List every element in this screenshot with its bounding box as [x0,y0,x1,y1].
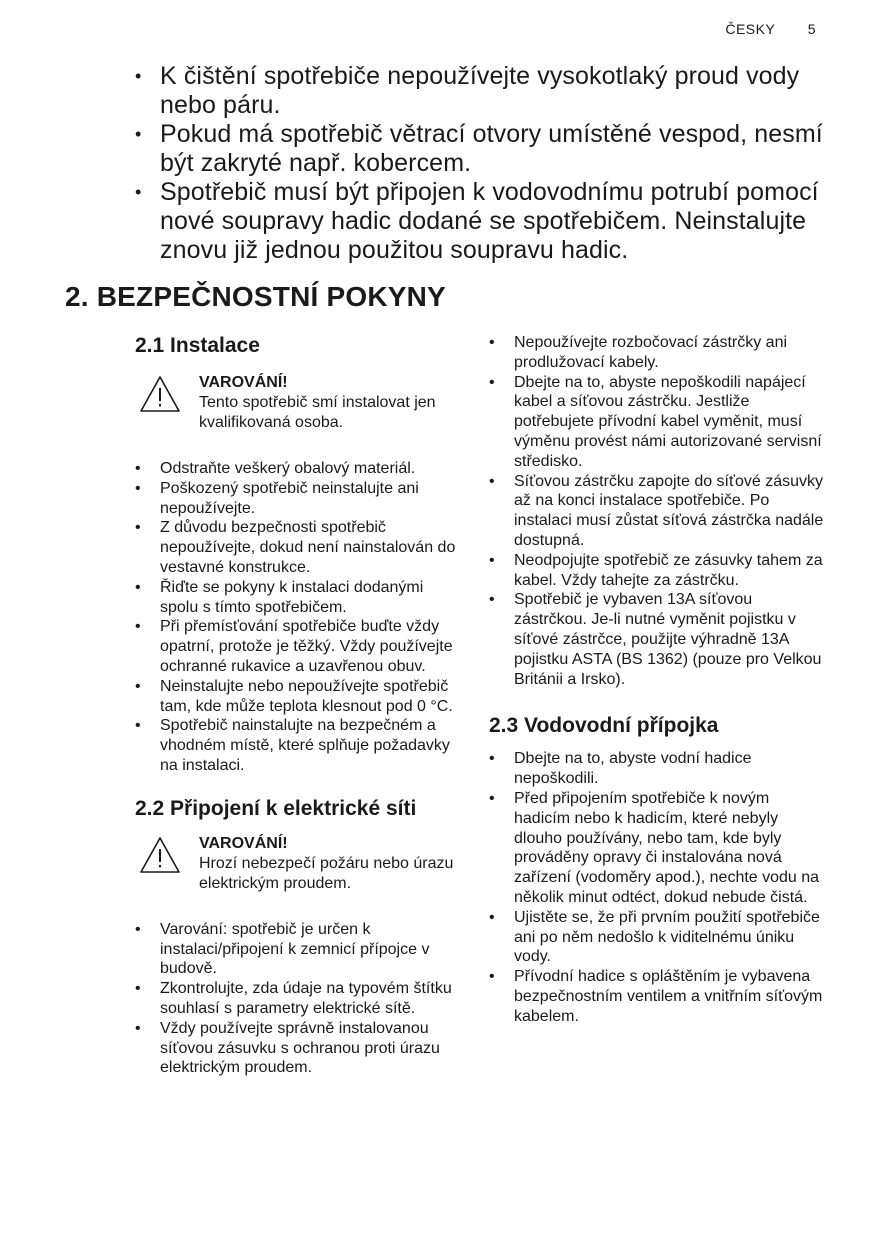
warning-text: Tento spotřebič smí instalovat jen kvalifikovaná osoba. [199,394,436,431]
page-number: 5 [807,21,816,37]
warning-triangle-icon [139,375,181,413]
list-item: • Spotřebič je vybaven 13A síťovou zástrčkou. Je-li nutné vyměnit pojistku v síťové zástrčce, použijte výhradně 13A pojistku ASTA (BS 1362) (pouze pro Velkou Británii a Irsko). [489,590,824,689]
list-item: • K čištění spotřebiče nepoužívejte vysokotlaký proud vody nebo páru. [135,62,835,120]
installation-bullet-list [135,459,465,776]
list-item: • Odstraňte veškerý obalový materiál. [135,459,465,479]
electrical-title: 2.2 Připojení k elektrické síti [135,796,417,820]
list-item: • Neinstalujte nebo nepoužívejte spotřebič tam, kde může teplota klesnout pod 0 °C. [135,677,465,717]
list-item: • Zkontrolujte, zda údaje na typovém štítku souhlasí s parametry elektrické sítě. [135,979,465,1019]
list-item: • Z důvodu bezpečnosti spotřebič nepoužívejte, dokud není nainstalován do vestavné konstrukce. [135,518,465,577]
list-item: • Při přemísťování spotřebiče buďte vždy opatrní, protože je těžký. Vždy používejte ochranné rukavice a uzavřenou obuv. [135,617,465,676]
warning-heading: VAROVÁNÍ! [199,374,288,391]
list-item: • Neodpojujte spotřebič ze zásuvky tahem za kabel. Vždy tahejte za zástrčku. [489,551,824,591]
electrical-bullet-list [135,920,465,1078]
list-item: • Spotřebič nainstalujte na bezpečném a vhodném místě, které splňuje požadavky na instalaci. [135,716,465,775]
list-item: • Varování: spotřebič je určen k instalaci/připojení k zemnicí přípojce v budově. [135,920,465,979]
installation-title: 2.1 Instalace [135,334,260,357]
list-item: • Dbejte na to, abyste nepoškodili napájecí kabel a síťovou zástrčku. Jestliže potřebujete přívodní kabel vyměnit, musí výměnu provést námi autorizované servisní středisko. [489,373,824,472]
list-item: • Před připojením spotřebiče k novým hadicím nebo k hadicím, které nebyly dlouho používány, nebo tam, kde byly prováděny opravy či instalována nová zařízení (vodoměry apod.), nechte vodu na několik minut odtéct, dokud nebude čistá. [489,789,824,908]
language-label: ČESKY [725,21,776,37]
warning-triangle-icon [139,836,181,874]
page-header [725,21,816,37]
list-item: • Ujistěte se, že při prvním použití spotřebiče ani po něm nedošlo k viditelnému úniku vody. [489,908,824,967]
electrical-bullet-list-continued [489,333,824,689]
water-connection-title: 2.3 Vodovodní přípojka [489,714,719,738]
list-item: • Nepoužívejte rozbočovací zástrčky ani prodlužovací kabely. [489,333,824,373]
intro-bullet-list [135,62,835,265]
warning-heading: VAROVÁNÍ! [199,834,288,852]
left-column [135,333,465,1078]
warning-text: Hrozí nebezpečí požáru nebo úrazu elektrickým proudem. [199,854,454,892]
water-bullet-list [489,749,824,1026]
installation-warning [135,373,465,433]
list-item: • Přívodní hadice s opláštěním je vybavena bezpečnostním ventilem a vnitřním síťovým kabelem. [489,967,824,1026]
list-item: • Vždy používejte správně instalovanou síťovou zásuvku s ochranou proti úrazu elektrickým proudem. [135,1019,465,1078]
list-item: • Pokud má spotřebič větrací otvory umístěné vespod, nesmí být zakryté např. kobercem. [135,120,835,178]
right-column [489,333,824,1027]
list-item: • Poškozený spotřebič neinstalujte ani nepoužívejte. [135,479,465,519]
list-item: • Spotřebič musí být připojen k vodovodnímu potrubí pomocí nové soupravy hadic dodané se spotřebičem. Neinstalujte znovu již jednou použitou soupravu hadic. [135,178,835,265]
list-item: • Řiďte se pokyny k instalaci dodanými spolu s tímto spotřebičem. [135,578,465,618]
electrical-warning [135,834,465,894]
list-item: • Síťovou zástrčku zapojte do síťové zásuvky až na konci instalace spotřebiče. Po instalaci musí zůstat síťová zástrčka nadále dostupná. [489,472,824,551]
section-title: 2. BEZPEČNOSTNÍ POKYNY [65,281,446,312]
list-item: • Dbejte na to, abyste vodní hadice nepoškodili. [489,749,824,789]
